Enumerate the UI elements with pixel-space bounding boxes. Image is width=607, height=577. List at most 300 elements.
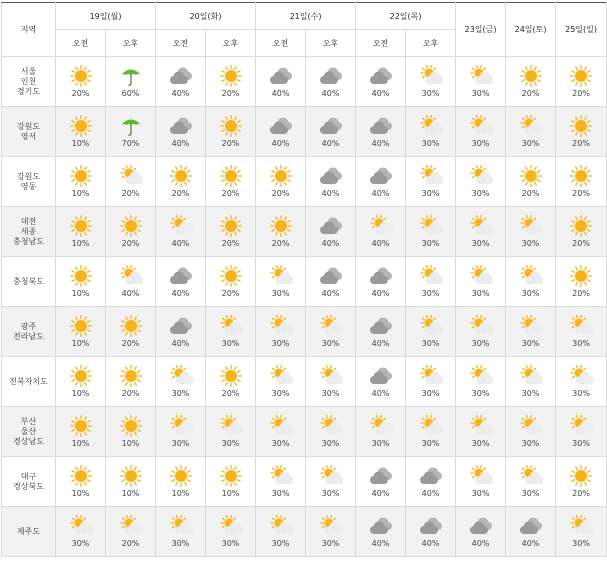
cloudy-icon — [319, 65, 343, 87]
partly-cloudy-icon — [269, 315, 293, 337]
forecast-cell — [156, 357, 206, 407]
region-cell — [2, 507, 56, 557]
partly-cloudy-icon — [519, 465, 543, 487]
region-name: 전라남도 — [13, 331, 44, 341]
forecast-cell — [406, 207, 456, 257]
forecast-cell — [556, 257, 607, 307]
sunny-icon — [219, 215, 243, 237]
partly-cloudy-icon — [519, 115, 543, 137]
forecast-cell — [256, 157, 306, 207]
precip-probability: 20% — [121, 239, 140, 248]
partly-cloudy-icon — [319, 315, 343, 337]
region-name: 경상남도 — [13, 436, 44, 446]
region-name: 강원도 — [16, 121, 41, 131]
precip-probability: 30% — [421, 239, 440, 248]
forecast-cell — [256, 357, 306, 407]
precip-probability: 30% — [221, 539, 240, 548]
partly-cloudy-icon — [469, 415, 493, 437]
region-cell — [2, 107, 56, 157]
cloudy-icon — [369, 465, 393, 487]
precip-probability: 30% — [371, 439, 390, 448]
precip-probability: 30% — [471, 339, 490, 348]
precip-probability: 40% — [321, 139, 340, 148]
precip-probability: 40% — [471, 539, 490, 548]
precip-probability: 40% — [371, 139, 390, 148]
precip-probability: 30% — [521, 339, 540, 348]
precip-probability: 30% — [421, 189, 440, 198]
sunny-icon — [69, 265, 93, 287]
forecast-cell — [206, 257, 256, 307]
region-name: 영서 — [20, 131, 37, 141]
sunny-icon — [219, 465, 243, 487]
partly-cloudy-icon — [469, 315, 493, 337]
table-row — [2, 57, 607, 107]
day-header: 22일(목) — [356, 3, 456, 30]
precip-probability: 30% — [471, 239, 490, 248]
forecast-cell — [506, 507, 556, 557]
precip-probability: 30% — [421, 339, 440, 348]
partly-cloudy-icon — [269, 515, 293, 537]
precip-probability: 40% — [321, 289, 340, 298]
forecast-cell — [356, 507, 406, 557]
partly-cloudy-icon — [119, 515, 143, 537]
forecast-cell — [106, 107, 156, 157]
precip-probability: 30% — [471, 189, 490, 198]
cloudy-icon — [319, 215, 343, 237]
forecast-cell — [506, 57, 556, 107]
forecast-cell — [456, 457, 506, 507]
precip-probability: 40% — [271, 89, 290, 98]
partly-cloudy-icon — [419, 115, 443, 137]
partly-cloudy-icon — [519, 315, 543, 337]
precip-probability: 20% — [572, 189, 590, 198]
table-row — [2, 307, 607, 357]
day-header: 20일(화) — [156, 3, 256, 30]
sunny-icon — [69, 115, 93, 137]
table-row — [2, 457, 607, 507]
precip-probability: 30% — [572, 539, 590, 548]
precip-probability: 30% — [421, 139, 440, 148]
precip-probability: 20% — [221, 289, 240, 298]
forecast-cell — [306, 107, 356, 157]
forecast-cell — [406, 257, 456, 307]
forecast-cell — [206, 107, 256, 157]
table-row — [2, 257, 607, 307]
forecast-cell — [556, 57, 607, 107]
forecast-cell — [406, 357, 456, 407]
partly-cloudy-icon — [219, 515, 243, 537]
forecast-cell — [56, 457, 106, 507]
precip-probability: 30% — [521, 139, 540, 148]
forecast-cell — [556, 307, 607, 357]
partly-cloudy-icon — [519, 415, 543, 437]
forecast-cell — [356, 457, 406, 507]
region-name: 제주도 — [16, 526, 41, 536]
forecast-cell — [356, 307, 406, 357]
precip-probability: 10% — [71, 339, 90, 348]
forecast-cell — [56, 357, 106, 407]
sunny-icon — [569, 215, 593, 237]
precip-probability: 40% — [121, 289, 140, 298]
forecast-cell — [506, 257, 556, 307]
forecast-cell — [356, 357, 406, 407]
forecast-cell — [256, 57, 306, 107]
forecast-cell — [506, 157, 556, 207]
forecast-cell — [206, 207, 256, 257]
forecast-cell — [406, 407, 456, 457]
cloudy-icon — [419, 465, 443, 487]
precip-probability: 40% — [371, 239, 390, 248]
precip-probability: 30% — [471, 89, 490, 98]
region-name: 부산 — [20, 416, 37, 426]
partly-cloudy-icon — [169, 365, 193, 387]
partly-cloudy-icon — [419, 215, 443, 237]
cloudy-icon — [369, 165, 393, 187]
forecast-cell — [106, 207, 156, 257]
region-cell — [2, 307, 56, 357]
pm-header: 오후 — [406, 30, 456, 57]
region-cell — [2, 357, 56, 407]
precip-probability: 40% — [171, 89, 190, 98]
cloudy-icon — [169, 65, 193, 87]
partly-cloudy-icon — [419, 415, 443, 437]
precip-probability: 20% — [521, 189, 540, 198]
forecast-cell — [256, 457, 306, 507]
precip-probability: 30% — [421, 389, 440, 398]
cloudy-icon — [369, 265, 393, 287]
forecast-cell — [306, 307, 356, 357]
forecast-cell — [356, 207, 406, 257]
forecast-cell — [206, 307, 256, 357]
forecast-cell — [406, 157, 456, 207]
forecast-cell — [356, 107, 406, 157]
sunny-icon — [519, 65, 543, 87]
cloudy-icon — [169, 115, 193, 137]
partly-cloudy-icon — [469, 65, 493, 87]
region-name: 충청남도 — [13, 236, 44, 246]
am-header: 오전 — [356, 30, 406, 57]
forecast-cell — [356, 407, 406, 457]
precip-probability: 20% — [572, 139, 590, 148]
partly-cloudy-icon — [469, 365, 493, 387]
forecast-cell — [506, 357, 556, 407]
precip-probability: 20% — [171, 189, 190, 198]
forecast-cell — [456, 57, 506, 107]
precip-probability: 10% — [71, 189, 90, 198]
sunny-icon — [219, 365, 243, 387]
day-header: 25일(일) — [556, 3, 607, 57]
forecast-cell — [106, 307, 156, 357]
precip-probability: 30% — [321, 489, 340, 498]
partly-cloudy-icon — [569, 415, 593, 437]
forecast-cell — [106, 157, 156, 207]
precip-probability: 60% — [121, 89, 140, 98]
forecast-cell — [506, 457, 556, 507]
precip-probability: 30% — [221, 339, 240, 348]
forecast-cell — [156, 257, 206, 307]
cloudy-icon — [369, 515, 393, 537]
precip-probability: 10% — [171, 489, 190, 498]
cloudy-icon — [519, 515, 543, 537]
cloudy-icon — [169, 315, 193, 337]
precip-probability: 30% — [521, 439, 540, 448]
sunny-icon — [269, 215, 293, 237]
region-cell — [2, 457, 56, 507]
precip-probability: 30% — [271, 289, 290, 298]
precip-probability: 20% — [572, 89, 590, 98]
precip-probability: 30% — [572, 439, 590, 448]
sunny-icon — [69, 415, 93, 437]
forecast-cell — [456, 207, 506, 257]
precip-probability: 40% — [521, 539, 540, 548]
precip-probability: 30% — [521, 389, 540, 398]
cloudy-icon — [319, 265, 343, 287]
forecast-cell — [156, 207, 206, 257]
precip-probability: 30% — [471, 389, 490, 398]
partly-cloudy-icon — [469, 465, 493, 487]
forecast-cell — [506, 307, 556, 357]
precip-probability: 30% — [271, 339, 290, 348]
forecast-cell — [306, 257, 356, 307]
precip-probability: 20% — [572, 289, 590, 298]
partly-cloudy-icon — [119, 165, 143, 187]
forecast-cell — [506, 107, 556, 157]
forecast-cell — [56, 157, 106, 207]
precip-probability: 30% — [471, 439, 490, 448]
precip-probability: 30% — [521, 289, 540, 298]
forecast-cell — [456, 307, 506, 357]
precip-probability: 40% — [171, 139, 190, 148]
partly-cloudy-icon — [169, 415, 193, 437]
forecast-cell — [306, 207, 356, 257]
forecast-cell — [156, 407, 206, 457]
table-row — [2, 207, 607, 257]
forecast-cell — [556, 457, 607, 507]
precip-probability: 40% — [371, 389, 390, 398]
partly-cloudy-icon — [69, 515, 93, 537]
sunny-icon — [69, 65, 93, 87]
partly-cloudy-icon — [369, 215, 393, 237]
forecast-cell — [156, 457, 206, 507]
forecast-cell — [106, 257, 156, 307]
sunny-icon — [119, 465, 143, 487]
day-header: 21일(수) — [256, 3, 356, 30]
precip-probability: 30% — [521, 239, 540, 248]
forecast-cell — [106, 57, 156, 107]
partly-cloudy-icon — [269, 265, 293, 287]
weekly-forecast-table — [1, 2, 607, 557]
forecast-cell — [456, 257, 506, 307]
sunny-icon — [69, 465, 93, 487]
region-name: 대전 — [20, 216, 37, 226]
region-name: 영동 — [20, 181, 37, 191]
forecast-cell — [406, 307, 456, 357]
forecast-cell — [206, 357, 256, 407]
forecast-cell — [456, 107, 506, 157]
forecast-cell — [406, 457, 456, 507]
sunny-icon — [519, 165, 543, 187]
forecast-cell — [456, 507, 506, 557]
region-cell — [2, 407, 56, 457]
umbrella-icon — [119, 115, 143, 137]
forecast-cell — [56, 407, 106, 457]
partly-cloudy-icon — [369, 415, 393, 437]
precip-probability: 40% — [171, 239, 190, 248]
partly-cloudy-icon — [419, 315, 443, 337]
precip-probability: 30% — [171, 539, 190, 548]
precip-probability: 30% — [471, 489, 490, 498]
precip-probability: 20% — [271, 189, 290, 198]
forecast-cell — [156, 157, 206, 207]
region-name: 세종 — [20, 226, 37, 236]
precip-probability: 30% — [321, 439, 340, 448]
region-name: 대구 — [20, 471, 37, 481]
precip-probability: 10% — [221, 489, 240, 498]
sunny-icon — [169, 165, 193, 187]
sunny-icon — [69, 215, 93, 237]
partly-cloudy-icon — [419, 65, 443, 87]
precip-probability: 40% — [371, 89, 390, 98]
pm-header: 오후 — [306, 30, 356, 57]
cloudy-icon — [319, 165, 343, 187]
precip-probability: 40% — [171, 289, 190, 298]
precip-probability: 20% — [221, 139, 240, 148]
sunny-icon — [569, 465, 593, 487]
forecast-cell — [106, 407, 156, 457]
forecast-cell — [456, 157, 506, 207]
precip-probability: 70% — [121, 139, 140, 148]
forecast-cell — [256, 207, 306, 257]
precip-probability: 30% — [271, 439, 290, 448]
region-cell — [2, 157, 56, 207]
region-name: 전북자치도 — [9, 376, 48, 386]
precip-probability: 40% — [321, 89, 340, 98]
precip-probability: 40% — [271, 139, 290, 148]
forecast-cell — [56, 57, 106, 107]
forecast-cell — [556, 107, 607, 157]
forecast-cell — [256, 307, 306, 357]
forecast-cell — [456, 407, 506, 457]
sunny-icon — [569, 65, 593, 87]
precip-probability: 20% — [521, 89, 540, 98]
forecast-cell — [406, 507, 456, 557]
am-header: 오전 — [56, 30, 106, 57]
partly-cloudy-icon — [319, 515, 343, 537]
sunny-icon — [169, 465, 193, 487]
sunny-icon — [119, 315, 143, 337]
region-name: 서울 — [20, 66, 37, 76]
forecast-cell — [256, 507, 306, 557]
partly-cloudy-icon — [569, 315, 593, 337]
partly-cloudy-icon — [419, 365, 443, 387]
forecast-cell — [306, 157, 356, 207]
partly-cloudy-icon — [269, 465, 293, 487]
region-name: 울산 — [20, 426, 37, 436]
region-name: 인천 — [20, 76, 37, 86]
precip-probability: 20% — [121, 389, 140, 398]
sunny-icon — [219, 65, 243, 87]
forecast-cell — [256, 407, 306, 457]
precip-probability: 40% — [421, 539, 440, 548]
forecast-cell — [506, 207, 556, 257]
sunny-icon — [269, 165, 293, 187]
precip-probability: 30% — [521, 489, 540, 498]
partly-cloudy-icon — [469, 265, 493, 287]
precip-probability: 40% — [421, 489, 440, 498]
precip-probability: 10% — [71, 489, 90, 498]
forecast-cell — [206, 407, 256, 457]
day-header: 24일(토) — [506, 3, 556, 57]
precip-probability: 40% — [371, 189, 390, 198]
forecast-cell — [306, 57, 356, 107]
forecast-cell — [156, 107, 206, 157]
forecast-cell — [556, 357, 607, 407]
partly-cloudy-icon — [319, 415, 343, 437]
precip-probability: 30% — [221, 439, 240, 448]
forecast-cell — [306, 507, 356, 557]
sunny-icon — [569, 265, 593, 287]
sunny-icon — [69, 165, 93, 187]
forecast-cell — [156, 507, 206, 557]
am-header: 오전 — [156, 30, 206, 57]
forecast-cell — [156, 57, 206, 107]
precip-probability: 20% — [221, 189, 240, 198]
precip-probability: 30% — [71, 539, 90, 548]
partly-cloudy-icon — [219, 315, 243, 337]
forecast-cell — [206, 157, 256, 207]
cloudy-icon — [319, 115, 343, 137]
precip-probability: 30% — [321, 539, 340, 548]
cloudy-icon — [369, 115, 393, 137]
precip-probability: 20% — [221, 239, 240, 248]
precip-probability: 30% — [171, 439, 190, 448]
partly-cloudy-icon — [269, 415, 293, 437]
partly-cloudy-icon — [419, 165, 443, 187]
forecast-cell — [306, 357, 356, 407]
region-cell — [2, 57, 56, 107]
forecast-cell — [56, 507, 106, 557]
partly-cloudy-icon — [119, 265, 143, 287]
forecast-cell — [156, 307, 206, 357]
partly-cloudy-icon — [519, 215, 543, 237]
partly-cloudy-icon — [319, 365, 343, 387]
umbrella-icon — [119, 65, 143, 87]
forecast-cell — [56, 307, 106, 357]
partly-cloudy-icon — [569, 515, 593, 537]
precip-probability: 10% — [71, 389, 90, 398]
precip-probability: 40% — [371, 339, 390, 348]
partly-cloudy-icon — [219, 415, 243, 437]
sunny-icon — [569, 115, 593, 137]
partly-cloudy-icon — [269, 365, 293, 387]
pm-header: 오후 — [206, 30, 256, 57]
forecast-cell — [456, 357, 506, 407]
precip-probability: 10% — [71, 439, 90, 448]
partly-cloudy-icon — [519, 365, 543, 387]
precip-probability: 20% — [271, 239, 290, 248]
precip-probability: 30% — [271, 539, 290, 548]
precip-probability: 10% — [71, 239, 90, 248]
cloudy-icon — [419, 515, 443, 537]
region-name: 광주 — [20, 321, 37, 331]
forecast-cell — [206, 457, 256, 507]
precip-probability: 30% — [171, 389, 190, 398]
partly-cloudy-icon — [469, 215, 493, 237]
precip-probability: 30% — [321, 339, 340, 348]
forecast-cell — [356, 57, 406, 107]
forecast-cell — [106, 357, 156, 407]
region-cell — [2, 207, 56, 257]
